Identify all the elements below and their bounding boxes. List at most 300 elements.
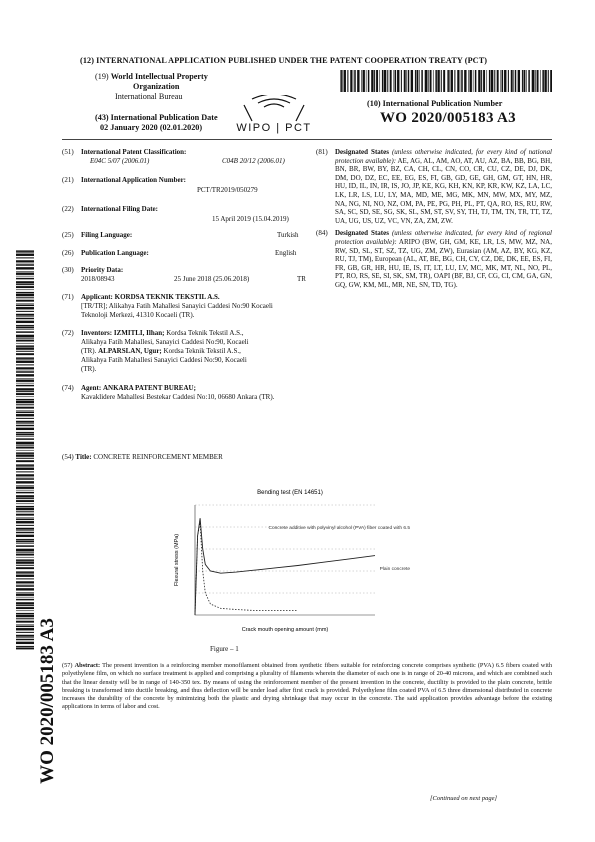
barcode-bar: [430, 70, 432, 92]
barcode-bar: [354, 70, 356, 92]
designated-states-national: AE, AG, AL, AM, AO, AT, AU, AZ, BA, BB, BG, BH, BN, BR, BW, BY, BZ, CA, CH, CL, CN, CO, CR, CU, CZ, DE, DJ, DK, DM, DO, DZ, EC, EE, EG, ES, FI, GB, GD, GE, GH, GM, GT, HN, HR, HU, ID, IL, IN, IR, IS, JO, JP, KE, KG, KH, KN, KP, KR, KW, KZ, LA, LC, LK, LR, LS, LU, LY, MA, MD, ME, MG, MK, MN, MW, MX, MY, MZ, NA, NG, NI, NO, NZ, OM, PA, PE, PG, PH, PL, PT, QA, RO, RS, RU, RW, SA, SC, SD, SE, SG, SK, SL, SM, ST, SV, SY, TH, TJ, TM, TN, TR, TT, TZ, UA, UG, US, UZ, VC, VN, ZA, ZM, ZW.: [335, 156, 552, 225]
ipc-value-2: C04B 20/12 (2006.01): [222, 157, 285, 165]
designated-states-regional-note: (unless otherwise indicated, for every kind of regional protection available):: [335, 229, 552, 246]
barcode-bar: [425, 70, 427, 92]
barcode-bar: [16, 388, 34, 390]
barcode-bar: [16, 511, 34, 512]
barcode-bar: [16, 478, 34, 480]
barcode-bar: [537, 70, 539, 92]
barcode-bar: [470, 70, 472, 92]
barcode-bar: [16, 273, 34, 275]
barcode-bar: [368, 70, 370, 92]
barcode-bar: [411, 70, 413, 92]
continued-note: [Continued on next page]: [430, 795, 497, 802]
inventor-2-address: Alikahya Fatih Mahallesi Sanayici Caddesi No:90, Kocaeli: [81, 356, 247, 364]
barcode-bar: [16, 404, 34, 405]
barcode-bar: [16, 393, 34, 395]
barcode-bar: [16, 495, 34, 497]
priority-country: TR: [297, 275, 306, 283]
barcode-bar: [16, 632, 34, 633]
barcode-bar: [508, 70, 509, 92]
barcode-bar: [468, 70, 469, 92]
barcode-bar: [382, 70, 384, 92]
barcode-bar: [16, 383, 34, 384]
barcode-bar: [16, 647, 34, 649]
legend-entry-1: Concrete additive with polyvinyl alcohol (PVA) fiber coated with 6.5: [268, 526, 410, 531]
barcode-bar: [528, 70, 530, 92]
barcode-bar: [16, 358, 34, 360]
barcode-bar: [16, 335, 34, 337]
barcode-bar: [501, 70, 502, 92]
barcode-bar: [16, 361, 34, 363]
field-number: (81): [316, 148, 328, 156]
series-line-2: [195, 523, 298, 615]
barcode-bar: [16, 343, 34, 344]
applicant-label: Applicant:: [81, 293, 113, 301]
barcode-bar: [16, 539, 34, 540]
barcode-bar: [16, 460, 34, 462]
barcode-bar: [16, 585, 34, 587]
barcode-bar: [350, 70, 352, 92]
barcode-bar: [16, 370, 34, 371]
x-axis-label: Crack mouth opening amount (mm): [241, 627, 329, 633]
field-number: (25): [62, 231, 74, 239]
barcode-bar: [447, 70, 448, 92]
barcode-bar: [461, 70, 463, 92]
barcode-bar: [16, 380, 34, 382]
barcode-bar: [361, 70, 362, 92]
barcode-bar: [16, 613, 34, 615]
barcode-bar: [16, 535, 34, 537]
barcode-bar: [406, 70, 407, 92]
barcode-bar: [16, 326, 34, 328]
abstract-label: Abstract:: [74, 662, 101, 669]
barcode-bar: [16, 628, 34, 630]
inventors-label: Inventors:: [81, 329, 113, 337]
barcode-bar: [16, 543, 34, 544]
barcode-bar: [16, 485, 34, 486]
document-type-heading: (12) INTERNATIONAL APPLICATION PUBLISHED UNDER THE PATENT COOPERATION TREATY (PCT): [80, 56, 488, 65]
barcode-bar: [540, 70, 541, 92]
inventor-1-address: Alikahya Fatih Mahallesi, Sanayici Caddesi No:90, Kocaeli: [81, 338, 249, 346]
barcode-bar: [16, 464, 34, 465]
field-number: (26): [62, 249, 74, 257]
barcode-bar: [502, 70, 504, 92]
barcode-bar: [16, 465, 34, 467]
barcode-bar: [16, 554, 34, 556]
barcode-bar: [16, 251, 34, 253]
barcode-bar: [16, 345, 34, 347]
barcode-bar: [16, 626, 34, 628]
barcode-bar: [16, 414, 34, 416]
applicant-address-2: Teknoloji Merkezi, 41310 Kocaeli (TR).: [81, 311, 195, 319]
wipo-logo-text: WIPO | PCT: [236, 122, 312, 134]
barcode-bar: [16, 412, 34, 414]
publication-number-label: (10) International Publication Number: [367, 99, 503, 108]
barcode-bar: [363, 70, 365, 92]
publication-language: English: [275, 249, 297, 257]
barcode-bar: [504, 70, 506, 92]
series-line-1: [195, 518, 375, 615]
barcode-bar: [518, 70, 520, 92]
barcode-bar: [451, 70, 453, 92]
filing-language: Turkish: [277, 231, 299, 239]
publication-language-label: Publication Language:: [81, 249, 149, 257]
barcode-bar: [387, 70, 388, 92]
barcode-bar: [16, 490, 34, 491]
barcode-bar: [16, 264, 34, 266]
barcode-bar: [16, 477, 34, 478]
barcode-bar: [526, 70, 527, 92]
barcode-bar: [16, 597, 34, 598]
barcode-bar: [395, 70, 397, 92]
barcode-bar: [428, 70, 429, 92]
designated-states-regional-label: Designated States: [335, 229, 389, 238]
barcode-bar: [486, 70, 487, 92]
barcode-bar: [16, 401, 34, 403]
org-name-line2: Organization: [133, 82, 180, 91]
barcode-bar: [16, 294, 34, 296]
figure-caption: Figure – 1: [210, 645, 239, 653]
barcode-bar: [16, 481, 34, 483]
barcode-bar: [340, 70, 341, 92]
barcode-bar: [16, 450, 34, 451]
barcode-bar: [16, 468, 34, 470]
barcode-bar: [16, 353, 34, 355]
barcode-bar: [16, 311, 34, 312]
barcode-bar: [16, 605, 34, 606]
barcode-bar: [16, 471, 34, 472]
barcode-bar: [16, 286, 34, 288]
barcode-bar: [16, 599, 34, 601]
barcode-bar: [16, 357, 34, 358]
application-number: PCT/TR2019/050279: [197, 186, 258, 194]
barcode-bar: [16, 385, 34, 387]
barcode-bar: [16, 316, 34, 317]
barcode-bar: [16, 250, 34, 251]
organization-block: [95, 72, 208, 102]
agent-label: Agent:: [81, 384, 102, 392]
barcode-bar: [16, 519, 34, 521]
barcode-bar: [16, 528, 34, 530]
barcode-bar: [16, 318, 34, 320]
publication-date: 02 January 2020 (02.01.2020): [100, 123, 203, 132]
barcode-bar: [16, 284, 34, 285]
barcode-bar: [353, 70, 354, 92]
legend-entry-2: Plain concrete: [379, 567, 410, 572]
barcode-bar: [16, 438, 34, 440]
barcode-bar: [16, 257, 34, 258]
barcode-bar: [443, 70, 445, 92]
barcode-bar: [347, 70, 348, 92]
barcode-bar: [16, 530, 34, 531]
barcode-bar: [475, 70, 477, 92]
barcode-bar: [401, 70, 402, 92]
barcode-bar: [478, 70, 480, 92]
barcode-bar: [481, 70, 482, 92]
barcode-bar: [16, 428, 34, 430]
publication-number: WO 2020/005183 A3: [380, 110, 516, 126]
filing-language-label: Filing Language:: [81, 231, 133, 239]
y-axis-label: Flexural stress (MPa): [174, 533, 180, 587]
barcode-bar: [16, 300, 34, 302]
barcode-bar: [16, 347, 34, 349]
barcode-bar: [532, 70, 534, 92]
barcode-bar: [16, 292, 34, 294]
barcode-bar: [16, 329, 34, 330]
barcode-bar: [16, 271, 34, 272]
barcode-bar: [16, 521, 34, 523]
title-label: Title:: [75, 453, 92, 461]
designated-states-note: (unless otherwise indicated, for every kind of national protection available):: [335, 148, 552, 165]
barcode-bar: [535, 70, 536, 92]
barcode-bar: [394, 70, 395, 92]
org-name-line1: World Intellectual Property: [110, 72, 208, 81]
field-number: (74): [62, 384, 74, 392]
barcode-bar: [16, 423, 34, 424]
chart-title: Bending test (EN 14651): [257, 490, 323, 496]
barcode-bar: [542, 70, 544, 92]
barcode-bar: [16, 371, 34, 373]
field-number: (71): [62, 293, 74, 301]
barcode-bar: [544, 70, 546, 92]
barcode-bar: [16, 621, 34, 623]
filing-date: 15 April 2019 (15.04.2019): [212, 215, 289, 223]
agent-name: ANKARA PATENT BUREAU;: [102, 384, 196, 392]
inventor-1-country: (TR).: [81, 347, 97, 355]
barcode-bar: [523, 70, 525, 92]
field-number: (84): [316, 229, 328, 238]
barcode-bar: [16, 281, 34, 283]
applicant-name: KORDSA TEKNIK TEKSTIL A.S.: [114, 293, 220, 301]
title-value: CONCRETE REINFORCEMENT MEMBER: [93, 453, 223, 461]
barcode-bar: [16, 572, 34, 574]
abstract: [62, 662, 552, 712]
barcode-bar: [16, 642, 34, 644]
barcode-bar: [16, 607, 34, 609]
org-name-line3: International Bureau: [115, 92, 183, 101]
barcode-bar: [408, 70, 410, 92]
bibliographic-right-column: [316, 148, 552, 290]
barcode-bar: [16, 625, 34, 626]
barcode-bar: [16, 578, 34, 579]
barcode-bar: [441, 70, 442, 92]
barcode-bar: [16, 561, 34, 563]
barcode-bar: [16, 304, 34, 305]
barcode-bar: [16, 635, 34, 637]
barcode-bar: [16, 549, 34, 551]
barcode-bar: [16, 610, 34, 611]
barcode-bar: [16, 442, 34, 444]
barcode-bar: [16, 581, 34, 583]
barcode-bar: [515, 70, 517, 92]
barcode-bar: [16, 518, 34, 519]
barcode-bar: [16, 314, 34, 316]
barcode-bar: [550, 70, 552, 92]
barcode-bar: [397, 70, 399, 92]
barcode-bar: [16, 487, 34, 489]
barcode-bar: [16, 639, 34, 641]
barcode-bar: [16, 458, 34, 459]
inventor-name-2: ALPARSLAN, Ugur;: [98, 347, 162, 355]
invention-title: [62, 453, 223, 461]
barcode-bar: [16, 289, 34, 290]
barcode-bar: [16, 592, 34, 593]
designated-states-regional: ARIPO (BW, GH, GM, KE, LR, LS, MW, MZ, NA, RW, SD, SL, ST, SZ, TZ, UG, ZM, ZW), Eurasian (AM, AZ, BY, KG, KZ, RU, TJ, TM), European (AL, AT, BE, BG, CH, CY, CZ, DE, DK, EE, ES, FI, FR, GB, GR, HR, HU, IE, IS, IT, LT, LU, LV, MC, MK, MT, NL, NO, PL, PT, RO, RS, SE, SI, SK, SM, TR), OAPI (BF, BJ, CF, CG, CI, CM, GA, GN, GQ, GW, KM, ML, MR, NE, SN, TD, TG).: [335, 237, 552, 289]
barcode-bar: [16, 351, 34, 352]
barcode-bar: [16, 367, 34, 369]
barcode-bar: [435, 70, 437, 92]
barcode-bar: [548, 70, 549, 92]
barcode-bar: [483, 70, 485, 92]
barcode-bar: [16, 602, 34, 604]
filing-date-label: International Filing Date:: [81, 205, 158, 213]
barcode-bar: [16, 575, 34, 577]
barcode-bar: [366, 70, 367, 92]
barcode-bar: [16, 407, 34, 409]
barcode-bar: [16, 421, 34, 423]
barcode-bar: [16, 514, 34, 516]
inventor-1-affiliation: Kordsa Teknik Tekstil A.S.,: [166, 329, 244, 337]
barcode-bar: [16, 525, 34, 526]
barcode-bar: [416, 70, 418, 92]
barcode-bar: [415, 70, 416, 92]
barcode-bar: [16, 297, 34, 298]
barcode-bar: [473, 70, 474, 92]
barcode-bar: [16, 307, 34, 309]
applicant-address-1: [TR/TR]; Alikahya Fatih Mahallesi Sanayici Caddesi No:90 Kocaeli: [81, 302, 273, 310]
barcode-bar: [16, 445, 34, 446]
barcode-bar: [16, 492, 34, 494]
barcode-bar: [16, 325, 34, 326]
barcode-bar: [16, 338, 34, 339]
field-number: (72): [62, 329, 74, 337]
barcode-bar: [511, 70, 513, 92]
barcode-bar: [16, 454, 34, 456]
abstract-text: The present invention is a reinforcing member monofilament obtained from synthetic fibers suitable for reinforcing concrete comprises synthetic (PVA) 6.5 fibers coated with polyethylene film, on which no surface treatment is applied and comprising a plurality of filaments wherein the diameter of each one is in range of 20-40 microns, and which are combined such that the linear density will be in range of 140-350 tex. By means of using the reinforcement member of the present invention in the concrete, ductility is provided to the plain concrete, brittle breaking is transformed into ductile breaking, and thus deflection will be under load after first crack is provided. Polyethylene film coated PVA of 6.5 three dimensional distributed in concrete increases the durability of the concrete by minimizing both the plastic and drying shrinkage that may occur in the concrete. The said application provides advantage before the existing applications in terms of labor and cost.: [62, 662, 552, 711]
barcode-bar: [16, 396, 34, 397]
barcode-bar: [341, 70, 343, 92]
barcode-bar: [16, 364, 34, 365]
barcode-bar: [489, 70, 491, 92]
barcode-bar: [16, 571, 34, 572]
barcode-bar: [16, 411, 34, 412]
field-number: (51): [62, 148, 74, 156]
barcode-bar: [522, 70, 523, 92]
barcode-bar: [16, 433, 34, 435]
side-barcode: [16, 250, 34, 650]
barcode-bar: [16, 321, 34, 323]
barcode-bar: [16, 637, 34, 638]
field-number: (54): [62, 453, 74, 461]
barcode-bar: [16, 567, 34, 569]
barcode-bar: [16, 559, 34, 561]
barcode-bar: [16, 436, 34, 437]
barcode-bar: [16, 500, 34, 502]
barcode-bar: [457, 70, 459, 92]
barcode-bar: [491, 70, 493, 92]
barcode-bar: [16, 498, 34, 499]
barcode-bar: [16, 503, 34, 504]
barcode-bar: [16, 615, 34, 617]
agent-address: Kavaklidere Mahallesi Bestekar Caddesi No:10, 06680 Ankara (TR).: [81, 393, 275, 401]
barcode-bar: [374, 70, 375, 92]
barcode-bar: [494, 70, 495, 92]
barcode-bar: [464, 70, 466, 92]
barcode-bar: [433, 70, 434, 92]
barcode-bar: [16, 584, 34, 585]
side-publication-number: WO 2020/005183 A3: [37, 618, 58, 784]
inventor-2-country: (TR).: [81, 365, 97, 373]
org-code: (19): [95, 72, 109, 81]
barcode-bar: [16, 618, 34, 619]
barcode-bar: [16, 374, 34, 376]
barcode-bar: [497, 70, 499, 92]
barcode-bar: [16, 646, 34, 647]
barcode-bar: [379, 70, 380, 92]
priority-data-label: Priority Data:: [81, 266, 124, 274]
barcode-bar: [16, 452, 34, 454]
barcode-bar: [390, 70, 392, 92]
priority-application: 2018/08943: [81, 275, 115, 283]
barcode-bar: [454, 70, 455, 92]
barcode-bar: [16, 565, 34, 566]
barcode-bar: [16, 378, 34, 379]
designated-states-label: Designated States: [335, 148, 389, 156]
barcode-bar: [376, 70, 378, 92]
publication-date-label: (43) International Publication Date: [95, 113, 218, 122]
application-number-label: International Application Number:: [81, 176, 187, 184]
barcode-bar: [357, 70, 359, 92]
barcode-bar: [16, 425, 34, 427]
barcode-bar: [16, 391, 34, 392]
barcode-bar: [16, 267, 34, 269]
barcode-bar: [437, 70, 439, 92]
barcode-bar: [448, 70, 450, 92]
field-number: (21): [62, 176, 74, 184]
field-number: (22): [62, 205, 74, 213]
field-number: (30): [62, 266, 74, 274]
barcode-bar: [344, 70, 346, 92]
barcode-bar: [421, 70, 423, 92]
inventor-2-affiliation: Kordsa Teknik Tekstil A.S.,: [163, 347, 241, 355]
barcode-bar: [16, 399, 34, 401]
barcode-bar: [16, 278, 34, 280]
wipo-logo: [222, 95, 326, 135]
barcode-bar: [16, 331, 34, 333]
barcode-bar: [16, 276, 34, 277]
barcode-bar: [16, 506, 34, 508]
header-divider: [62, 139, 552, 140]
barcode-bar: [371, 70, 373, 92]
inventor-name-1: IZMITLI, Ilhan;: [113, 329, 165, 337]
barcode-bar: [16, 340, 34, 342]
barcode-bar: [16, 418, 34, 419]
barcode-bar: [16, 260, 34, 262]
bending-test-chart: [170, 485, 430, 635]
barcode-bar: [16, 432, 34, 433]
priority-date: 25 June 2018 (25.06.2018): [174, 275, 250, 283]
barcode-bar: [404, 70, 406, 92]
barcode-bar: [16, 254, 34, 256]
barcode-bar: [16, 263, 34, 264]
chart-axes: [195, 505, 375, 615]
barcode-bar: [419, 70, 420, 92]
barcode-bar: [16, 588, 34, 590]
barcode-bar: [16, 540, 34, 542]
ipc-label: International Patent Classification:: [81, 148, 187, 156]
bibliographic-left-column: [62, 148, 307, 448]
